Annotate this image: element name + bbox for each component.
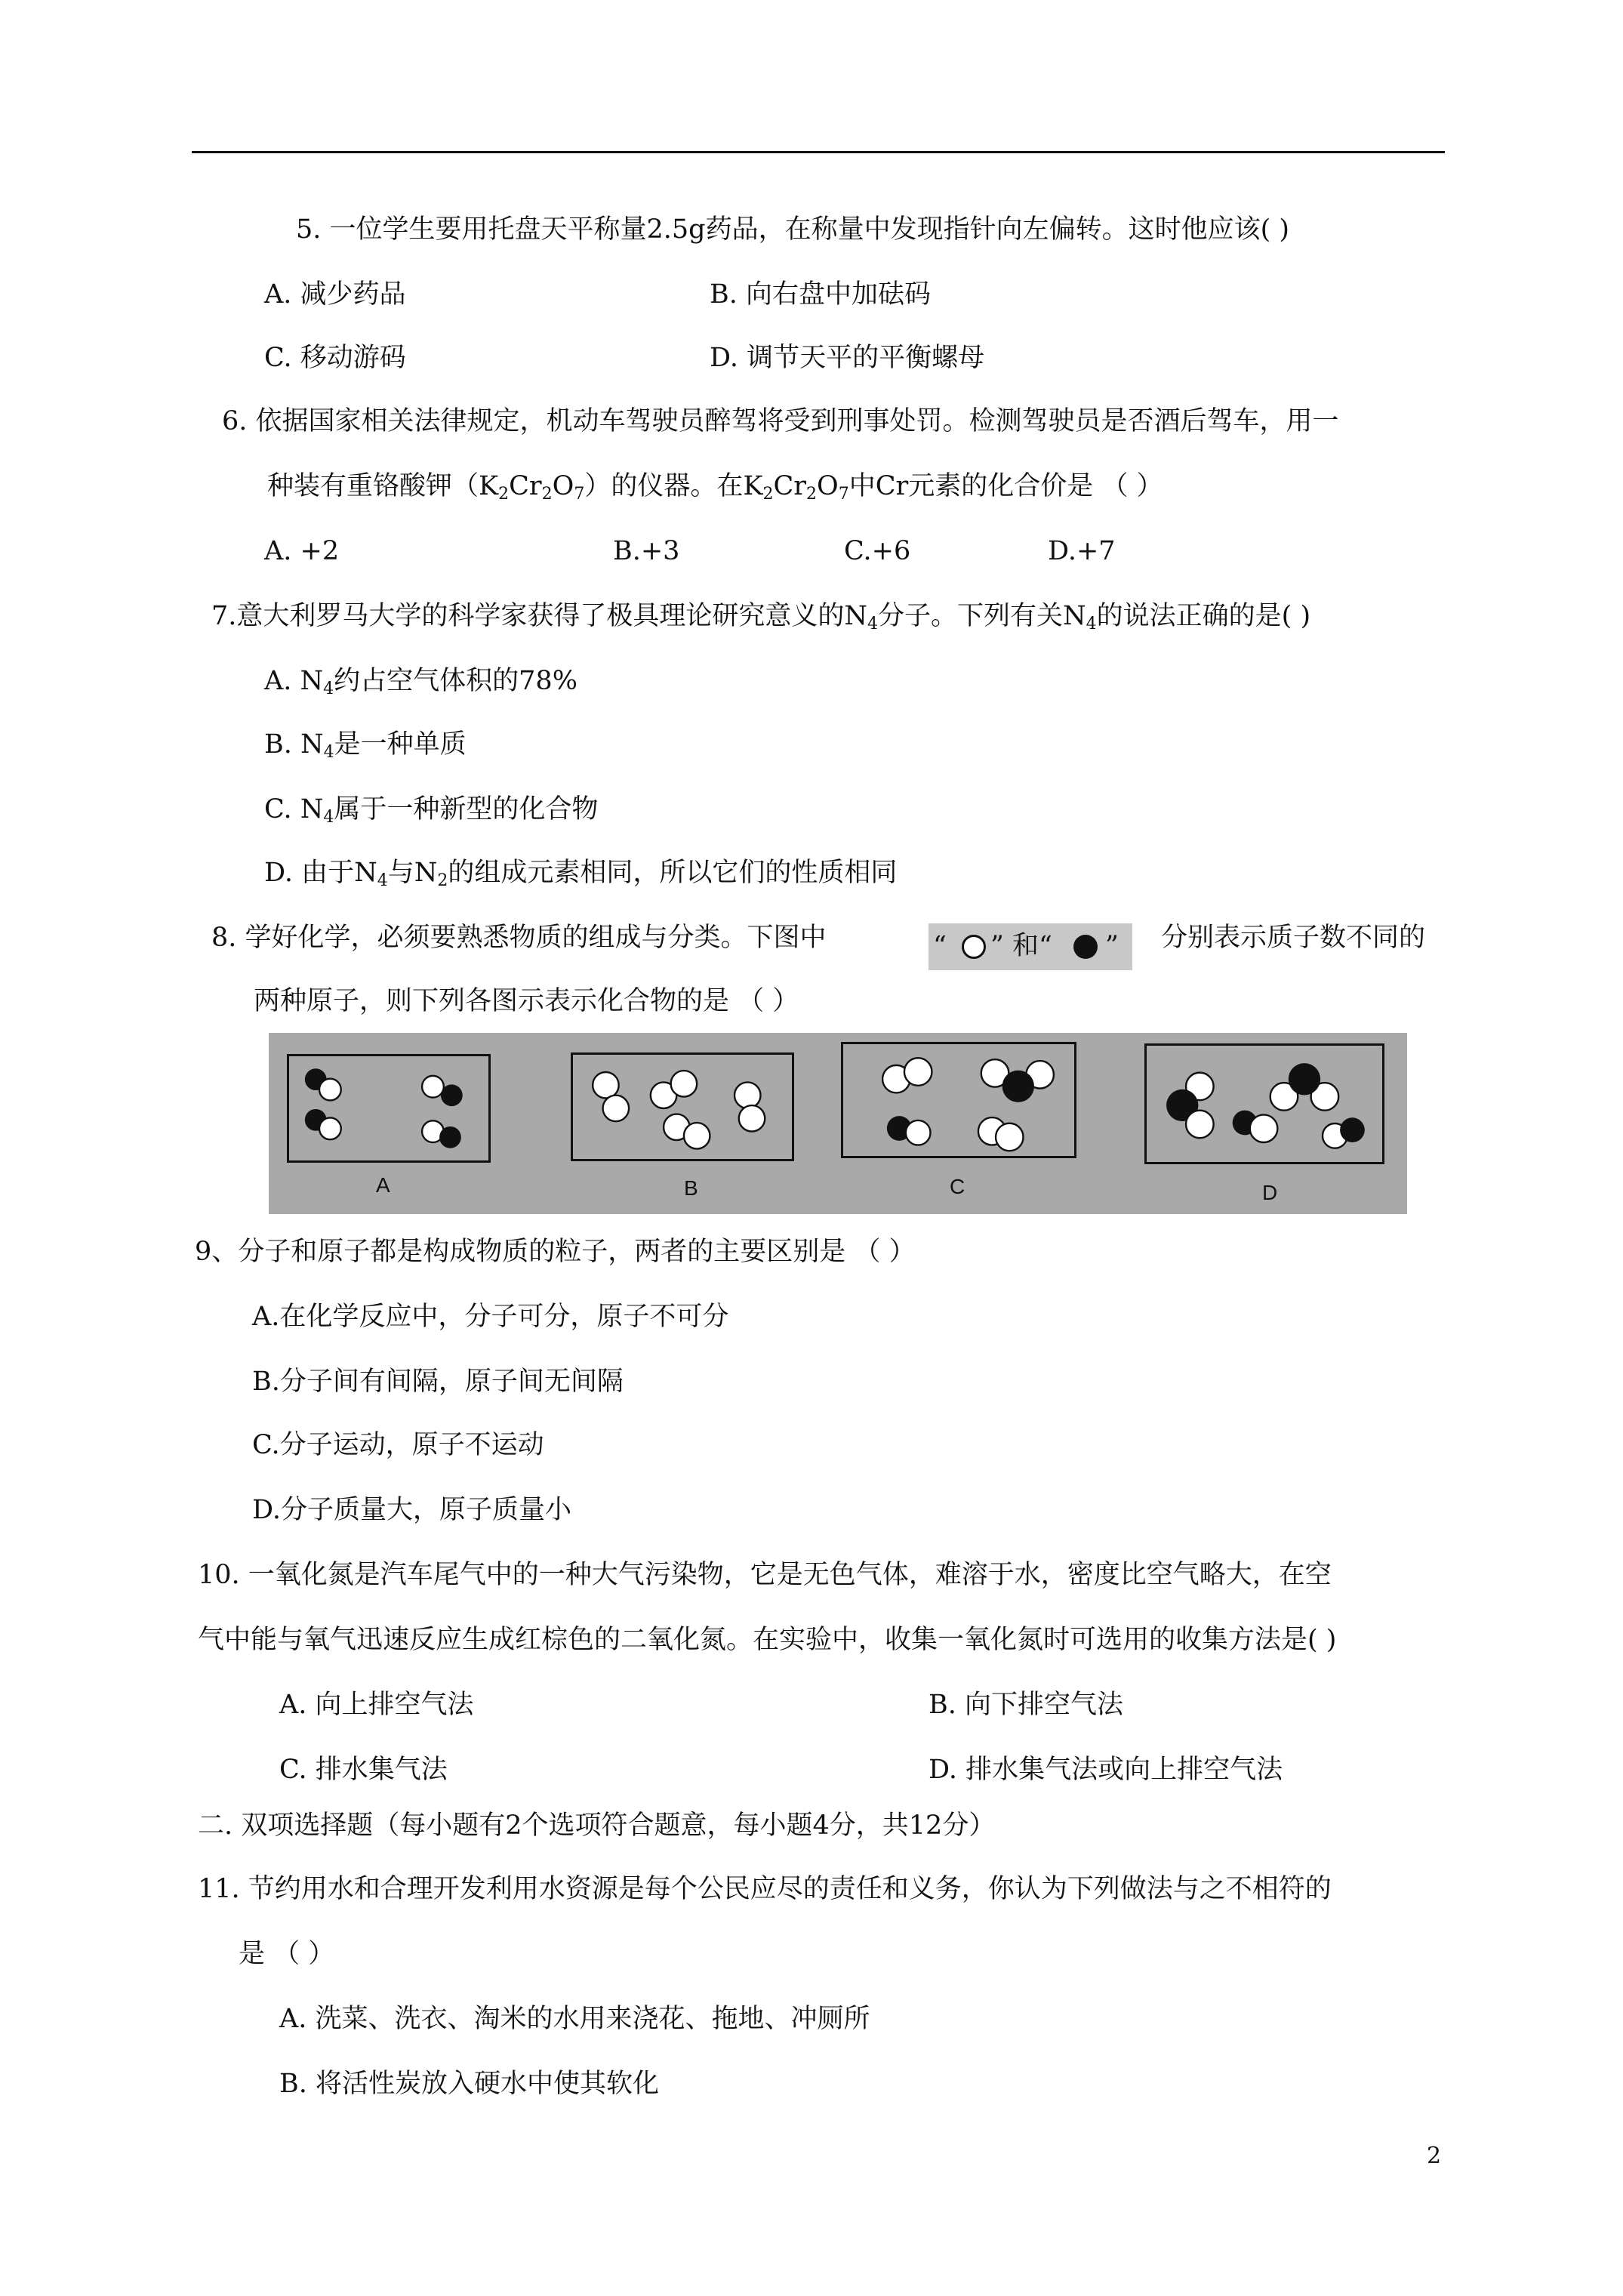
q11-stem-line1: 11. 节约用水和合理开发利用水资源是每个公民应尽的责任和义务，你认为下列做法与之不相符的: [198, 1874, 1332, 1904]
q9-option-b: B.分子间有间隔，原子间无间隔: [252, 1367, 624, 1397]
filled-atom-icon: [1073, 935, 1098, 959]
q6-stem-line2: 种装有重铬酸钾$(K_2Cr_2O_7)$的仪器。在$K_2Cr_2O_7$中Cr元素的化合价是 （ ）: [267, 471, 1163, 504]
atom-legend: [929, 923, 1132, 970]
q10-option-b: B. 向下排空气法: [929, 1690, 1123, 1720]
q9-option-a: A.在化学反应中，分子可分，原子不可分: [252, 1302, 729, 1332]
panel-b: [571, 1052, 794, 1161]
panel-c-drawing: [843, 1044, 1074, 1156]
q6-option-b: B.+3: [613, 536, 680, 566]
legend-and: ” 和“: [990, 931, 1052, 961]
q10-option-c: C. 排水集气法: [279, 1755, 448, 1785]
panel-d-label: D: [1262, 1181, 1278, 1204]
header-rule: [192, 151, 1445, 153]
panel-d-drawing: [1147, 1046, 1382, 1162]
q9-option-c: C.分子运动，原子不运动: [252, 1430, 544, 1460]
q10-stem-line2: 气中能与氧气迅速反应生成红棕色的二氧化氮。在实验中，收集一氧化氮时可选用的收集方法是( ): [198, 1625, 1337, 1655]
q9-stem: 9、分子和原子都是构成物质的粒子，两者的主要区别是 （ ）: [195, 1237, 916, 1267]
q10-option-d: D. 排水集气法或向上排空气法: [929, 1755, 1283, 1785]
q11-option-a: A. 洗菜、洗衣、淘米的水用来浇花、拖地、冲厕所: [279, 2004, 870, 2034]
panel-a-label: A: [376, 1173, 390, 1197]
q7-option-a: A. $N_4$约占空气体积的78%: [264, 666, 577, 698]
panel-a: [287, 1054, 491, 1163]
q9-option-d: D.分子质量大，原子质量小: [252, 1495, 571, 1525]
section-2-title: 二. 双项选择题（每小题有2个选项符合题意，每小题4分，共12分）: [198, 1811, 996, 1841]
q6-option-c: C.+6: [844, 536, 911, 566]
q5-stem: 5. 一位学生要用托盘天平称量2.5g药品，在称量中发现指针向左偏转。这时他应该( ): [296, 214, 1290, 245]
q7-stem: 7.意大利罗马大学的科学家获得了极具理论研究意义的$N_4$分子。下列有关$N_4$的说法正确的是( ): [211, 601, 1311, 633]
panel-c-label: C: [950, 1175, 965, 1198]
q7-option-b: B. $N_4$是一种单质: [264, 729, 467, 762]
q8-stem-line1b: 分别表示质子数不同的: [1161, 923, 1426, 953]
legend-quote-close: ”: [1105, 931, 1119, 961]
panel-b-label: B: [684, 1176, 698, 1200]
q10-option-a: A. 向上排空气法: [279, 1690, 474, 1720]
q7-option-c: C. $N_4$属于一种新型的化合物: [264, 794, 599, 827]
panel-c: [841, 1042, 1076, 1158]
open-atom-icon: [962, 935, 986, 959]
panel-a-drawing: [289, 1056, 488, 1160]
q6-option-d: D.+7: [1048, 536, 1116, 566]
q10-stem-line1: 10. 一氧化氮是汽车尾气中的一种大气污染物，它是无色气体，难溶于水，密度比空气略大，在空: [198, 1560, 1332, 1590]
page-number: 2: [1427, 2143, 1442, 2169]
molecule-figure: [269, 1033, 1407, 1214]
q5-option-c: C. 移动游码: [264, 343, 406, 373]
q7-option-d: D. 由于$N_4$与$N_2$的组成元素相同，所以它们的性质相同: [264, 858, 898, 890]
q11-stem-line2: 是 （ ）: [239, 1939, 335, 1969]
q8-stem-line2: 两种原子，则下列各图示表示化合物的是 （ ）: [254, 986, 799, 1016]
q5-option-a: A. 减少药品: [264, 279, 406, 310]
panel-d: [1144, 1043, 1384, 1164]
q8-stem-line1a: 8. 学好化学，必须要熟悉物质的组成与分类。下图中: [211, 923, 827, 953]
legend-quote-open: “: [933, 931, 947, 961]
q5-option-b: B. 向右盘中加砝码: [710, 279, 931, 310]
q5-option-d: D. 调节天平的平衡螺母: [710, 343, 985, 373]
panel-b-drawing: [573, 1055, 792, 1159]
q6-stem-line1: 6. 依据国家相关法律规定，机动车驾驶员醉驾将受到刑事处罚。检测驾驶员是否酒后驾车，用一: [222, 406, 1339, 436]
q11-option-b: B. 将活性炭放入硬水中使其软化: [279, 2069, 659, 2099]
q6-option-a: A. +2: [264, 536, 340, 566]
